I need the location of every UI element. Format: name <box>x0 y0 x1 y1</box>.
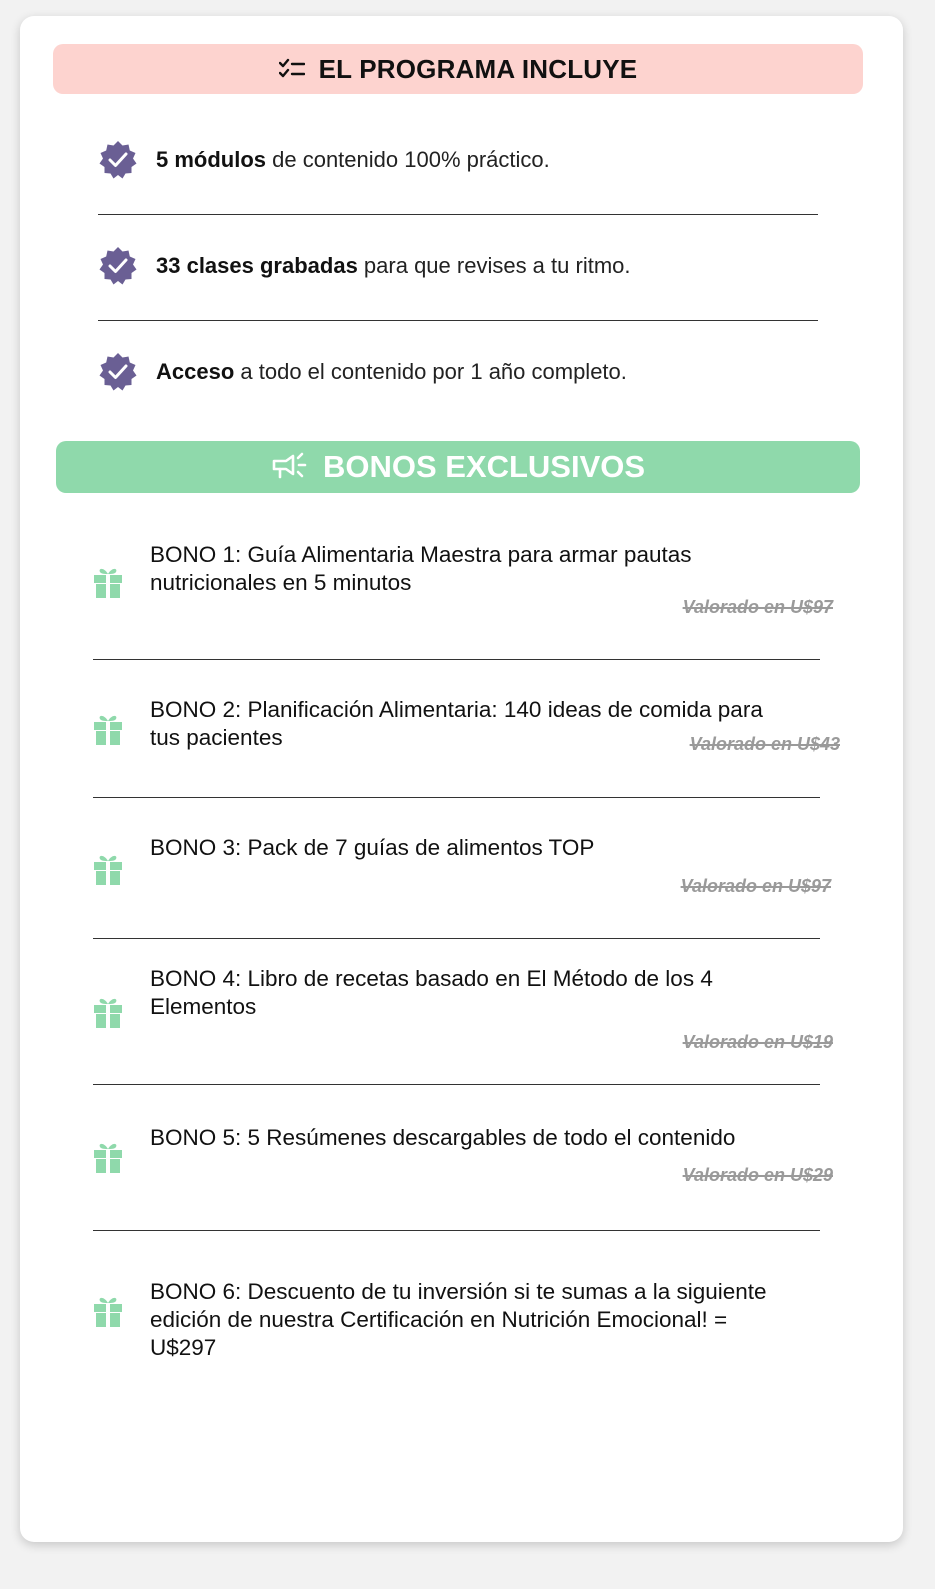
megaphone-icon <box>271 452 309 482</box>
divider <box>98 214 818 215</box>
verified-badge-icon <box>98 352 138 392</box>
divider <box>93 938 820 939</box>
bonus-value: Valorado en U$29 <box>682 1165 833 1185</box>
divider <box>98 320 818 321</box>
bonus-header <box>56 441 860 493</box>
bonus-title: BONOS EXCLUSIVOS <box>322 449 646 484</box>
bonus-item <box>93 1124 833 1194</box>
feature-text: 33 clases grabadas para que revises a tu ritmo. <box>156 253 631 278</box>
gift-icon <box>93 565 123 599</box>
bonus-item-title: BONO 2: Planificación Alimentaria: 140 ideas de comida para tus pacientes <box>150 697 763 750</box>
divider <box>93 797 820 798</box>
feature-item <box>98 350 838 394</box>
bonus-item <box>93 541 833 621</box>
bonus-item <box>93 1278 833 1368</box>
bonus-value: Valorado en U$43 <box>689 734 840 754</box>
program-card <box>20 16 903 1542</box>
verified-badge-icon <box>98 140 138 180</box>
gift-icon <box>93 995 123 1029</box>
bonus-item <box>93 696 840 776</box>
divider <box>93 659 820 660</box>
bonus-value: Valorado en U$97 <box>680 876 831 896</box>
bonus-item <box>93 834 833 914</box>
gift-icon <box>93 1294 123 1328</box>
bonus-item-title: BONO 6: Descuento de tu inversión si te sumas a la siguiente edición de nuestra Certificación en Nutrición Emocional! = U$297 <box>150 1279 767 1360</box>
bonus-item-title: BONO 3: Pack de 7 guías de alimentos TOP <box>150 835 595 860</box>
divider <box>93 1230 820 1231</box>
bonus-value: Valorado en U$19 <box>682 1032 833 1052</box>
feature-item <box>98 138 838 182</box>
gift-icon <box>93 712 123 746</box>
divider <box>93 1084 820 1085</box>
verified-badge-icon <box>98 246 138 286</box>
gift-icon <box>93 1140 123 1174</box>
feature-text: Acceso a todo el contenido por 1 año completo. <box>156 359 627 384</box>
bonus-item-title: BONO 4: Libro de recetas basado en El Método de los 4 Elementos <box>150 966 713 1019</box>
program-title: EL PROGRAMA INCLUYE <box>318 53 638 84</box>
bonus-item-title: BONO 5: 5 Resúmenes descargables de todo el contenido <box>150 1125 736 1150</box>
gift-icon <box>93 852 123 886</box>
feature-item <box>98 244 838 288</box>
program-header <box>53 44 863 94</box>
bonus-item-title: BONO 1: Guía Alimentaria Maestra para armar pautas nutricionales en 5 minutos <box>150 542 692 595</box>
bonus-value: Valorado en U$97 <box>682 597 833 617</box>
feature-text: 5 módulos de contenido 100% práctico. <box>156 147 550 172</box>
checklist-icon <box>279 58 305 80</box>
bonus-item <box>93 965 833 1060</box>
